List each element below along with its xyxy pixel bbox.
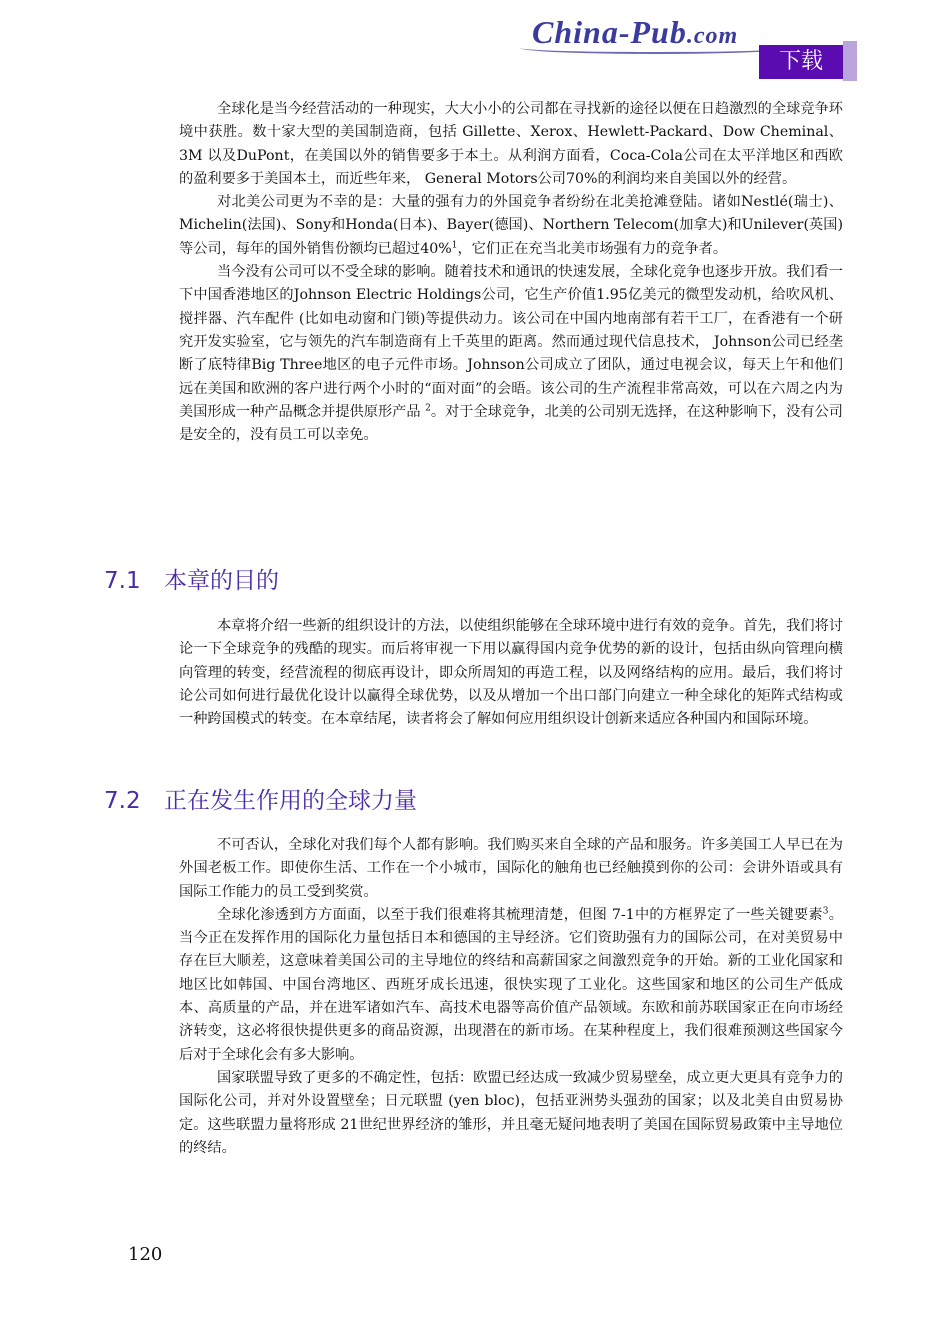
page-number: 120 — [128, 1244, 163, 1265]
download-button[interactable]: 下载 — [759, 45, 843, 79]
section-number: 7.2 — [104, 788, 141, 814]
section-7-2-paragraph-1: 不可否认，全球化对我们每个人都有影响。我们购买来自全球的产品和服务。许多美国工人早已在为外国老板工作。即使你生活、工作在一个小城市，国际化的触角也已经触摸到你的公司：会讲外语或具有国际工作能力的员工受到奖赏。 — [179, 837, 843, 900]
logo-suffix: .com — [686, 23, 739, 49]
logo-swoosh-decoration — [520, 42, 790, 54]
section-heading-7-1 — [104, 562, 279, 595]
section-7-2-body — [179, 834, 843, 1160]
intro-section — [179, 98, 843, 447]
footnote-ref-1[interactable]: 1 — [451, 240, 458, 251]
section-7-1-body — [179, 615, 843, 731]
section-7-2-paragraph-3: 国家联盟导致了更多的不确定性，包括：欧盟已经达成一致减少贸易壁垒，成立更大更具有竞争力的国际化公司，并对外设置壁垒；日元联盟 (yen bloc)，包括亚洲势头强劲的国家；以及北美自由贸易协定。这些联盟力量将形成 21世纪世界经济的雏形，并且毫无疑问地表明了美国在国际贸易政策中主导地位的终结。 — [179, 1069, 843, 1156]
footnote-ref-2[interactable]: 2 — [425, 403, 431, 414]
section-7-1-paragraph: 本章将介绍一些新的组织设计的方法，以使组织能够在全球环境中进行有效的竞争。首先，我们将讨论一下全球竞争的残酷的现实。而后将审视一下用以赢得国内竞争优势的新的设计，包括由纵向管理向横向管理的转变，经营流程的彻底再设计，即众所周知的再造工程，以及网络结构的应用。最后，我们将讨论公司如何进行最优化设计以赢得全球优势，以及从增加一个出口部门向建立一种全球化的矩阵式结构或一种跨国模式的转变。在本章结尾，读者将会了解如何应用组织设计创新来适应各种国内和国际环境。 — [179, 618, 843, 728]
intro-paragraph-3: 当今没有公司可以不受全球的影响。随着技术和通讯的快速发展，全球化竞争也逐步开放。我们看一下中国香港地区的Johnson Electric Holdings公司，它生产价值1.95亿美元的微型发动机，给吹风机、搅拌器、汽车配件 (比如电动窗和门锁)等提供动力。该公司在中国内地南部有若干工厂，在香港有一个研究开发实验室，它与领先的汽车制造商有上千英里的距离。然而通过现代信息技术， Johnson公司已经垄断了底特律Big Three地区的电子元件市场。Johnson公司成立了团队，通过电视会议，每天上午和他们远在美国和欧洲的客户进行两个小时的“面对面”的会晤。该公司的生产流程非常高效，可以在六周之内为美国形成一种产品概念并提供原形产品 $^2$。对于全球竞争，北美的公司别无选择，在这种影响下，没有公司是安全的，没有员工可以幸免。 — [179, 264, 843, 444]
intro-paragraph-2: 对北美公司更为不幸的是：大量的强有力的外国竞争者纷纷在北美抢滩登陆。诸如Nestlé(瑞士)、Michelin(法国)、Sony和Honda(日本)、Bayer(德国)、Northern Telecom(加拿大)和Unilever(英国)等公司，每年的国外销售份额均已超过40%$^1$，它们正在充当北美市场强有力的竞争者。 — [179, 194, 843, 257]
section-number: 7.1 — [104, 568, 141, 594]
download-box-shadow — [843, 41, 857, 81]
section-heading-7-2 — [104, 782, 417, 815]
intro-paragraph-1: 全球化是当今经营活动的一种现实，大大小小的公司都在寻找新的途径以便在日趋激烈的全球竞争环境中获胜。数十家大型的美国制造商，包括 Gillette、Xerox、Hewlett-Packard、Dow Cheminal、3M 以及DuPont，在美国以外的销售要多于本土。从利润方面看，Coca-Cola公司在太平洋地区和西欧的盈利要多于美国本土，而近些年来， General Motors公司70%的利润均来自美国以外的经营。 — [179, 101, 843, 187]
section-title: 正在发生作用的全球力量 — [164, 788, 417, 814]
section-7-2-paragraph-2: 全球化渗透到方方面面，以至于我们很难将其梳理清楚，但图 7-1中的方框界定了一些关键要素$^3$。当今正在发挥作用的国际化力量包括日本和德国的主导经济。它们资助强有力的国际公司，在对美贸易中存在巨大顺差，这意味着美国公司的主导地位的终结和高薪国家之间激烈竞争的开始。新的工业化国家和地区比如韩国、中国台湾地区、西班牙成长迅速，很快实现了工业化。这些国家和地区的公司生产低成本、高质量的产品，并在进军诸如汽车、高技术电器等高价值产品领域。东欧和前苏联国家正在向市场经济转变，这必将很快提供更多的商品资源，出现潜在的新市场。在某种程度上，我们很难预测这些国家今后对于全球化会有多大影响。 — [179, 906, 843, 1063]
footnote-ref-3[interactable]: 3 — [822, 906, 829, 917]
section-title: 本章的目的 — [164, 568, 279, 594]
logo-text: China-Pub — [532, 14, 687, 50]
